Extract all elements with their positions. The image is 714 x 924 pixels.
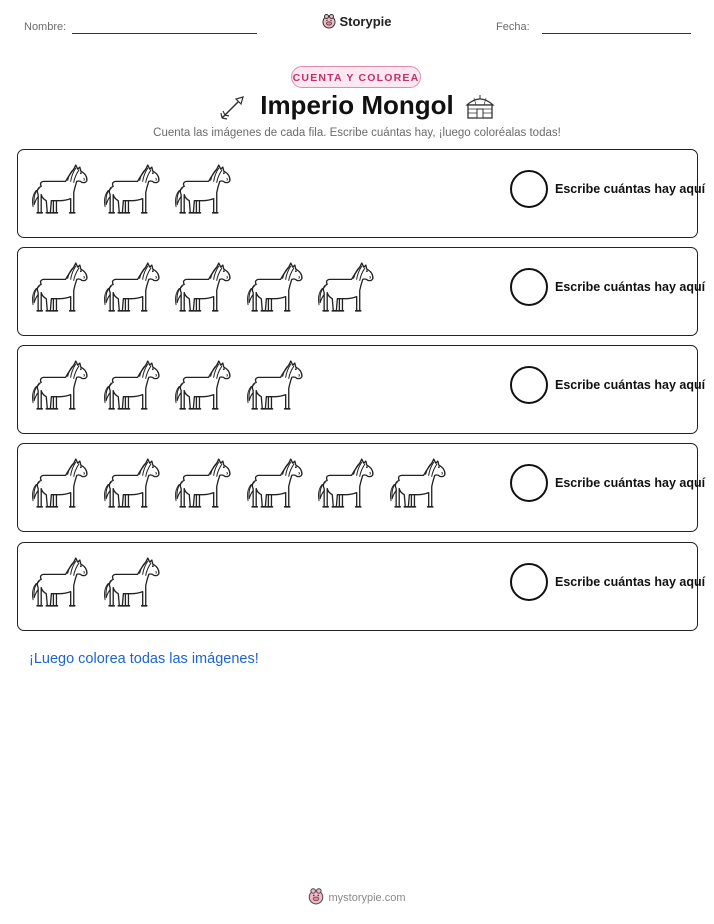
answer-label: Escribe cuántas hay aquí — [555, 182, 706, 196]
counting-row — [17, 542, 706, 631]
answer-circle[interactable] — [510, 170, 548, 208]
site-url[interactable]: mystorypie.com — [328, 892, 406, 904]
horse-icon — [172, 356, 233, 416]
answer-circle[interactable] — [510, 563, 548, 601]
horse-icon — [29, 356, 90, 416]
horse-icon — [244, 454, 305, 514]
brand-logo — [0, 13, 714, 32]
pig-mascot-icon — [308, 887, 324, 908]
horse-group — [29, 553, 172, 613]
horse-icon — [172, 258, 233, 318]
horse-group — [29, 160, 244, 220]
counting-row — [17, 149, 706, 238]
brand-name: Storypie — [339, 14, 392, 29]
answer-label: Escribe cuántas hay aquí — [555, 575, 706, 589]
horse-icon — [101, 258, 162, 318]
horse-icon — [29, 160, 90, 220]
horse-icon — [172, 454, 233, 514]
counting-row — [17, 247, 706, 336]
name-label: Nombre: — [24, 21, 67, 33]
horse-icon — [172, 160, 233, 220]
horse-icon — [29, 553, 90, 613]
answer-label: Escribe cuántas hay aquí — [555, 280, 706, 294]
site-footer — [0, 887, 714, 908]
horse-group — [29, 356, 315, 416]
color-instruction: ¡Luego colorea todas las imágenes! — [29, 651, 259, 667]
counting-row — [17, 345, 706, 434]
instructions: Cuenta las imágenes de cada fila. Escribe cuántas hay, ¡luego coloréalas todas! — [153, 127, 561, 139]
horse-icon — [29, 258, 90, 318]
horse-icon — [101, 553, 162, 613]
horse-icon — [387, 454, 448, 514]
date-label: Fecha: — [496, 21, 530, 33]
date-line[interactable] — [542, 33, 691, 34]
horse-group — [29, 454, 458, 514]
counting-row — [17, 443, 706, 532]
answer-circle[interactable] — [510, 366, 548, 404]
horse-icon — [101, 356, 162, 416]
answer-circle[interactable] — [510, 464, 548, 502]
horse-icon — [101, 454, 162, 514]
horse-icon — [29, 454, 90, 514]
page-title: Imperio Mongol — [260, 90, 454, 120]
answer-label: Escribe cuántas hay aquí — [555, 378, 706, 392]
activity-tag: CUENTA Y COLOREA — [291, 66, 421, 88]
horse-icon — [244, 258, 305, 318]
horse-icon — [315, 258, 376, 318]
answer-circle[interactable] — [510, 268, 548, 306]
horse-group — [29, 258, 387, 318]
yurt-icon — [464, 93, 496, 126]
horse-icon — [101, 160, 162, 220]
answer-label: Escribe cuántas hay aquí — [555, 476, 706, 490]
name-line[interactable] — [72, 33, 257, 34]
horse-icon — [315, 454, 376, 514]
horse-icon — [244, 356, 305, 416]
pig-mascot-icon — [322, 13, 336, 32]
